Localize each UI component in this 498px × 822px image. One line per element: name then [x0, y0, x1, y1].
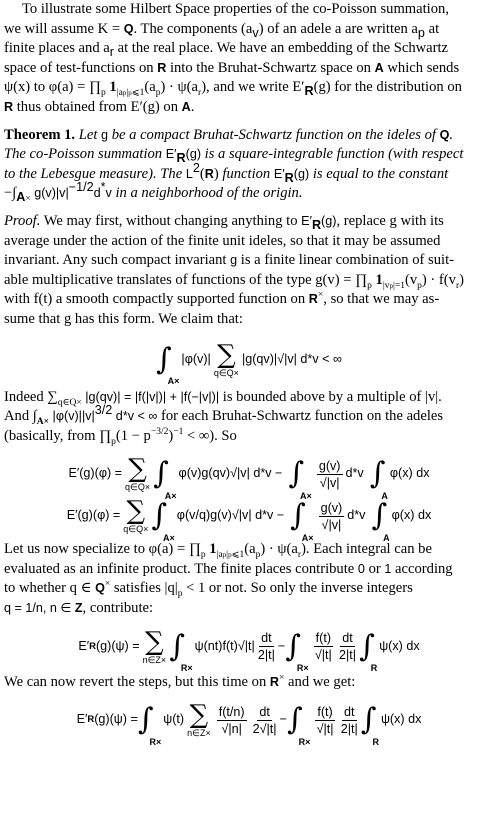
proof-paragraph: Proof. We may first, without changing anything to $E'_R(g)$, replace g with its average under the action of the finite unit ideles, so that it may be assumed invariant. Any such compact invariant g is a finite linear combination of suit- able multiplicative translates of functions of the type $g(v) = \prod_p$ $1_{|vp|=1}(v_p) \cdot f(v_r)$ with f(t) a smooth compactly supported function on R×, so that we may as- sume that g has this form. We claim that: [4, 212, 464, 327]
integral-sign: ∫ [285, 628, 301, 664]
equation-5: E′ R (g)(ψ) = ∫ R× ψ(t) ∑ n∈Z× $\frac{f(t/n)}{√|n|}$ $\frac{dt}{2√|t|}$ − ∫ R× $\frac{f(t)}{√|t|}$ $\frac{dt}{2|t|}$ ∫ R ψ(x) dx [76, 700, 422, 747]
fraction: $\frac{dt}{2|t|}$ [340, 704, 358, 736]
integral-sign: ∫ [371, 498, 388, 534]
intro-line1: To illustrate some Hilbert Space properties of the co-Poisson summation, [22, 1, 449, 17]
integral-sign: ∫ [286, 702, 303, 738]
equation-4: E′ R (g)(ψ) = ∑ n∈Z× ∫ R× ψ(nt)f(t)√|t| $\frac{dt}{2|t|}$ − ∫ R× $\frac{f(t)}{√|t|}$ $\frac{dt}{2|t|}$ ∫ R ψ(x) dx [78, 626, 420, 674]
integral-sign: ∫ [137, 702, 154, 738]
paragraph-3: Let us now specialize to $\varphi(a) = \prod_p$ $1_{|ap|p⩽1}(a_p) \cdot \psi(a_r)$. Each integral can be evaluated as an infinite product. The finite places contribute 0 or 1 according to whether q ∈ Q× satisfies $|q|_p < 1$ or not. So only the inverse integers q = 1/n, n ∈ Z, contribute: [4, 541, 453, 617]
fraction: $\frac{dt}{2|t|}$ [257, 631, 275, 663]
sum-operator: ∑ q∈Q× [213, 339, 239, 378]
theorem-block: Theorem 1. Let g be a compact Bruhat-Schwartz function on the ideles of Q. The co-Poisson summation $E'_R(g)$ is a square-integrable function (with respect to the Lebesgue measure). The $L^2(R)$ function $E'_R(g)$ is equal to the constant $-\int_{A\times}$ $g(v)|v|^{-1/2}d^*v$ in a neighborhood of the origin. [4, 126, 464, 205]
fraction: $\frac{dt}{2√|t|}$ [252, 704, 277, 736]
theorem-heading: Theorem 1. [4, 126, 76, 143]
fraction: $\frac{g(v)}{√|v|}$ [318, 458, 341, 490]
integral-sign: ∫ [151, 498, 168, 534]
paragraph-2: Indeed $\sum_{q\in Q\times}$ |g(qv)| = |f(|v|)| + |f(−|v|)| is bounded above by a multiple of |v|. And $\int_{A\times}$ $|\varphi(v)||v|^{3/2}$ d*v < ∞ for each Bruhat-Schwartz function on the adeles (basically, from $\prod_p(1 - p^{-3/2})^{-1}$ < ∞). So [4, 388, 444, 447]
fraction: $\frac{f(t)}{√|t|}$ [316, 704, 334, 736]
integral-sign: ∫ [360, 702, 377, 738]
fraction: $\frac{f(t/n)}{√|n|}$ [218, 704, 245, 736]
sum-operator: ∑ q∈Q× [125, 454, 151, 493]
equation-1: ∫ A× |φ(v)| ∑ q∈Q× |g(qv)|√|v| d*v < ∞ [156, 339, 342, 386]
intro-paragraph: To illustrate some Hilbert Space properties of the co-Poisson summation, we will assume K = Q. The components $(a_v)$ of an adele a are written $a_p$ at finite places and $a_r$ at the real place. We have an embedding of the Schwartz space of test-functions on R into the Bruhat-Schwartz space on A which sends ψ(x) to $\varphi(a) = \prod_p$ $1_{|ap|p⩽1}(a_p) \cdot \psi(a_r)$, and we write $E'_R(g)$ for the distribution on R thus obtained from E′(g) on A. [4, 1, 462, 115]
integral-sign: ∫ [359, 628, 375, 664]
sum-operator: ∑ n∈Z× [187, 700, 211, 739]
fraction: $\frac{g(v)}{√|v|}$ [320, 500, 343, 532]
integral-sign: ∫ [290, 498, 306, 534]
integral-sign: ∫ [169, 628, 185, 664]
equation-2: E′(g)(φ) = ∑ q∈Q× ∫ A× φ(v)g(qv)√|v| d*v − ∫ A× $\frac{g(v)}{√|v|}$ d*v ∫ A φ(x) dx [68, 454, 430, 501]
integral-sign: ∫ [369, 456, 386, 492]
sum-operator: ∑ n∈Z× [142, 626, 167, 665]
paragraph-4: We can now revert the steps, but this time on R× and we get: [4, 672, 356, 690]
fraction: $\frac{dt}{2|t|}$ [339, 631, 357, 663]
sum-operator: ∑ q∈Q× [123, 496, 149, 535]
integral-sign: ∫ [156, 341, 172, 377]
fraction: $\frac{f(t)}{√|t|}$ [314, 631, 332, 663]
equation-3: E′(g)(φ) = ∑ q∈Q× ∫ A× φ(v/q)g(v)√|v| d*v − ∫ A× $\frac{g(v)}{√|v|}$ d*v ∫ A φ(x) dx [66, 496, 432, 543]
proof-label: Proof. [4, 212, 41, 229]
integral-sign: ∫ [153, 456, 169, 492]
integral-sign: ∫ [288, 456, 305, 492]
